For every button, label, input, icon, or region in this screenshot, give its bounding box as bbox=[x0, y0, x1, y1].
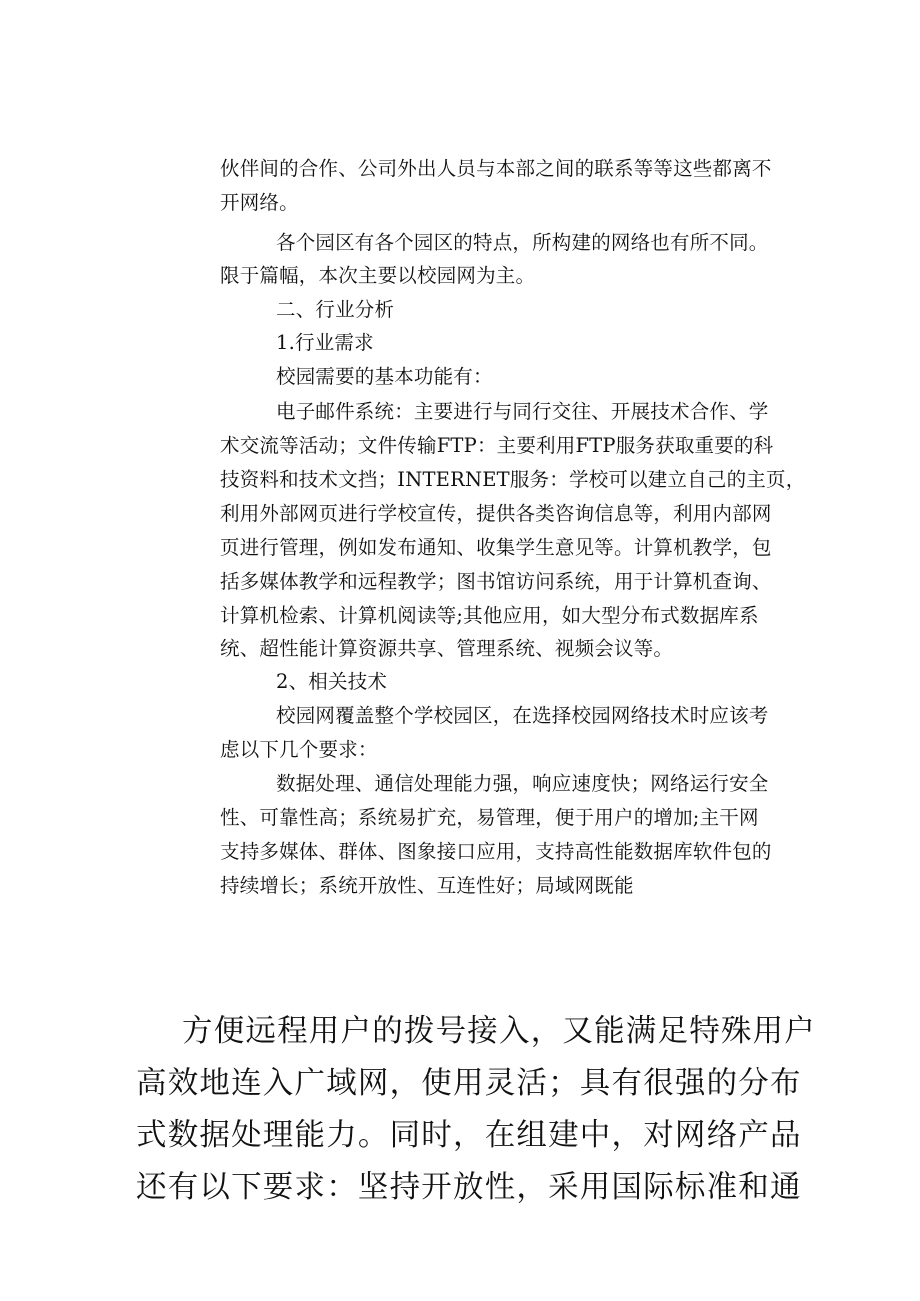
paragraph-start-line: 电子邮件系统：主要进行与同行交往、开展技术合作、学 bbox=[276, 400, 769, 423]
text-line: 限于篇幅，本次主要以校园网为主。 bbox=[220, 264, 536, 287]
section-heading: 二、行业分析 bbox=[276, 298, 395, 321]
text-line: 伙伴间的合作、公司外出人员与本部之间的联系等等这些都离不 bbox=[220, 157, 772, 180]
text-line: 技资料和技术文挡；INTERNET服务：学校可以建立自己的主页， bbox=[220, 468, 806, 491]
subsection-heading: 1.行业需求 bbox=[276, 331, 374, 354]
text-line: 统、超性能计算资源共享、管理系统、视频会议等。 bbox=[220, 637, 674, 660]
text-line: 还有以下要求：坚持开放性，采用国际标准和通 bbox=[136, 1170, 802, 1205]
text-line: 术交流等活动；文件传输FTP：主要利用FTP服务获取重要的科 bbox=[220, 434, 774, 457]
text-line: 开网络。 bbox=[220, 191, 299, 214]
text-line: 持续增长；系统开放性、互连性好；局域网既能 bbox=[220, 874, 634, 897]
paragraph-start-line: 方便远程用户的拨号接入，又能满足特殊用户 bbox=[182, 1014, 816, 1049]
text-line: 性、可靠性高；系统易扩充，易管理，便于用户的增加;主干网 bbox=[220, 806, 759, 829]
text-line: 利用外部网页进行学校宣传，提供各类咨询信息等，利用内部网 bbox=[220, 502, 772, 525]
text-line: 支持多媒体、群体、图象接口应用，支持高性能数据库软件包的 bbox=[220, 840, 772, 863]
text-line: 高效地连入广域网，使用灵活；具有很强的分布 bbox=[136, 1066, 802, 1101]
paragraph-start-line: 校园需要的基本功能有： bbox=[276, 365, 493, 388]
text-line: 式数据处理能力。同时，在组建中，对网络产品 bbox=[136, 1118, 802, 1153]
paragraph-start-line: 校园网覆盖整个学校园区，在选择校园网络技术时应该考 bbox=[276, 704, 769, 727]
text-line: 虑以下几个要求： bbox=[220, 738, 378, 761]
paragraph-start-line: 数据处理、通信处理能力强，响应速度快；网络运行安全 bbox=[276, 772, 769, 795]
subsection-heading: 2、相关技术 bbox=[276, 670, 388, 693]
text-line: 计算机检索、计算机阅读等;其他应用，如大型分布式数据库系 bbox=[220, 604, 759, 627]
paragraph-start-line: 各个园区有各个园区的特点，所构建的网络也有所不同。 bbox=[276, 231, 769, 254]
text-line: 括多媒体教学和远程教学；图书馆访问系统，用于计算机查询、 bbox=[220, 570, 772, 593]
text-line: 页进行管理，例如发布通知、收集学生意见等。计算机教学，包 bbox=[220, 536, 772, 559]
